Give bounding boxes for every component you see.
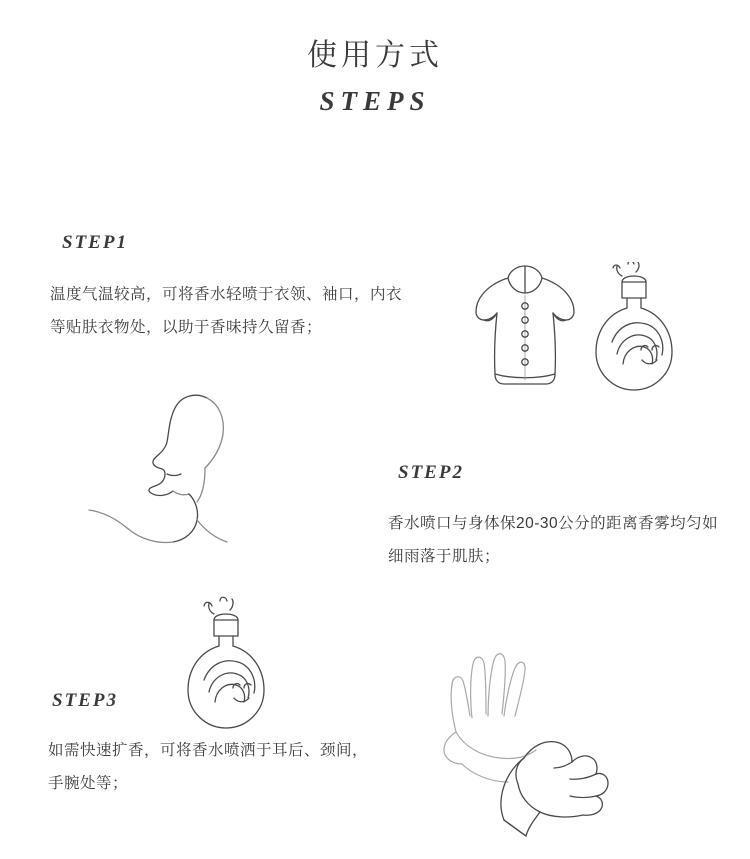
step-3-label: STEP3: [52, 690, 118, 711]
step-2-text: 香水喷口与身体保20-30公分的距离香雾均匀如细雨落于肌肤；: [388, 515, 719, 565]
perfume-bottle-illustration: [596, 262, 672, 390]
page-subtitle: STEPS: [319, 86, 431, 116]
step-2-label: STEP2: [398, 462, 464, 483]
perfume-bottle-illustration-2: [160, 592, 300, 742]
shirt-illustration: [476, 266, 574, 384]
page-title: 使用方式: [307, 39, 443, 72]
step-1-illustration: [470, 262, 710, 422]
step-3-text: 如需快速扩香，可将香水喷洒于耳后、颈间，手腕处等；: [48, 742, 369, 792]
face-profile-illustration: [55, 390, 255, 570]
hand-wrist-illustration: [420, 640, 640, 850]
step-1-label: STEP1: [62, 232, 128, 253]
step-1-text: 温度气温较高，可将香水轻喷于衣领、袖口，内衣等贴肤衣物处，以助于香味持久留香；: [50, 286, 403, 336]
